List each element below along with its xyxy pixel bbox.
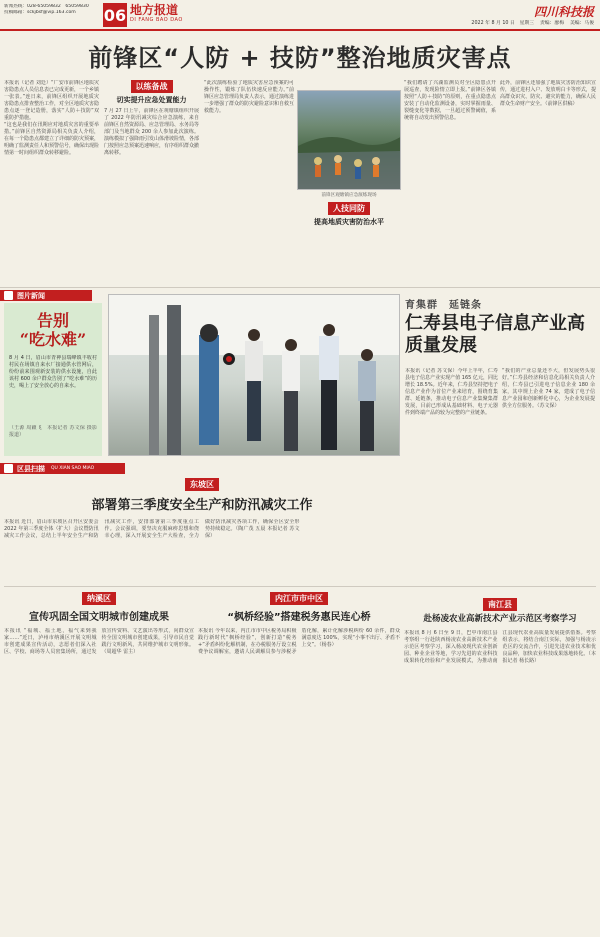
nanjiang-title: 赴杨凌农业高新技术产业示范区考察学习 (423, 614, 577, 624)
photo-news-credit: （王源 周籁飞 本报记者 苏文保 摄影报道） (9, 425, 97, 438)
yibin-body-col1: 本报讯（记者 苏文保）今年上半年，仁寿县电子信息产业实现产值 165 亿元，同比增长 18.5%。近年来，仁寿县坚持把电子信息产业作为首位产业来培育，围绕育集群、延链条，推动电子信息产业集聚集群发展，目前已形成从基础材料、电子元器件到终端产品的较为完整的产业链条。 (405, 368, 498, 416)
sub-section-drill (104, 80, 199, 278)
dongpo-body: 本报讯 近日，眉山市东坡区召开区安委会 2022 年第三季度全体（扩大）会议暨防汛减灾工作会议，总结上半年安全生产和防汛减灾工作，安排部署第三季度重点工作。会议强调，要坚决克服麻痹思想和侥幸心理，深入开展安全生产大检查，全力做好防汛减灾各项工作，确保全区安全形势持续稳定。（陶广茂 五晨 本报记者 苏文保） (4, 519, 300, 539)
drill-photo-art (298, 91, 401, 190)
yibin-headline: 仁寿县电子信息产业高质量发展 (405, 313, 585, 356)
yibin-body-col2: “我们的产业总量还不大，但发展势头很好。”仁寿县经济和信息化局相关负责人介绍，仁寿县已引进电子信息企业 180 余家，其中规上企业 74 家，建成了电子信息产业园和创新孵化中心，为企业发展提供全方位服务。（苏文保） (502, 368, 595, 409)
naxi-title: 宣传巩固全国文明城市创建成果 (29, 612, 169, 623)
editor-name: 责编：廖梅 (540, 21, 564, 26)
nanjiang-article (404, 598, 596, 930)
photo-news-label: 图片新闻 (17, 291, 45, 300)
lead-paragraph-2: “这也是我们在汛期应对地质灾害的重要举措。”前锋区自然资源局相关负责人介绍，在每一个隐患点都建立了详细的防灾预案，明确了监测责任人和预警信号，确保出现险情第一时间组织群众转移避险。 (4, 122, 99, 156)
tech-tag: 人技同防 (328, 202, 370, 215)
divider-1 (0, 287, 600, 288)
page-number: 06 (103, 3, 127, 27)
photo-news-bar (0, 290, 92, 301)
naxi-article (4, 592, 194, 937)
drill-body-col2: “此次演练检验了地质灾害应急预案的可操作性，锻炼了队伍快速反应能力。”前锋区应急管理局负责人表示，通过演练进一步增强了群众的防灾避险意识和自救互救能力。 (204, 80, 294, 114)
section-title: 地方报道 (130, 3, 179, 17)
designer-name: 美编：马俊 (570, 21, 594, 26)
yibin-headline-block (405, 296, 595, 357)
paper-logo: 四川科技报 (533, 5, 594, 19)
nanjiang-body: 本报讯 8 月 6 日至 9 日，巴中市南江县考察组一行赴陕西杨凌农业高新技术产业示范区考察学习，深入杨凌现代农业创新园、种业企业等地，学习先进的农业科技成果转化经验和产业发展模式，为推动南江县现代农业高质量发展提供借鉴。考察组表示，将结合南江实际，加强与杨凌示范区的交流合作，引进先进农业技术和优良品种，加快农业科技成果落地转化。（本报记者 杨长路） (404, 630, 596, 664)
photo-news-image (108, 294, 400, 456)
photo-news-body: 8 月 4 日，眉山市青神县瑞峰镇丰收村村民在场镇自来水厂接通供水管网后，纷纷前来围观新安装的供水设施，自此该村 600 余户群众告别了“吃水难”的历史，喝上了安全放心的自来水。 (9, 355, 97, 389)
neijiang-body: 本报讯 今年以来，内江市市中区税务局积极践行新时代“枫桥经验”，创新打造“税务+”矛盾纠纷化解机制，在办税服务厅设立税费争议调解室，邀请人民调解员参与涉税矛盾化解，累计化解涉税纠纷 60 余件，群众满意度达 100%，实现“小事不出厅、矛盾不上交”。（杨春） (198, 628, 400, 655)
drill-subtitle: 切实提升应急处置能力 (116, 96, 187, 104)
masthead-contacts (4, 4, 99, 16)
drill-body: 7 月 27 日上午，前锋区在观塘镇组织开展了 2022 年防汛减灾综合应急演练，来自前锋区自然资源局、应急管理局、水务局等部门及当地群众 200 余人参加此次演练。演练模拟了强降雨引发山体滑坡险情，各部门按照应急预案迅速响应，有序组织群众撤离转移。 (104, 108, 199, 156)
county-scan-bar (0, 463, 125, 474)
hotline-text: 新闻热线：028-65059832 65059830 (4, 4, 89, 9)
drill-photo-caption: 前锋区观塘镇应急演练现场 (321, 193, 377, 198)
section-pinyin: DI FANG BAO DAO (130, 17, 183, 23)
photo-news-textbox (4, 303, 102, 456)
tech-subtitle: 提高地质灾害防治水平 (314, 218, 384, 226)
nanjiang-tag: 南江县 (483, 598, 517, 611)
neijiang-tag: 内江市市中区 (270, 592, 328, 605)
photo-news-icon (4, 291, 13, 300)
neijiang-article (198, 592, 400, 937)
county-scan-pinyin: QU XIAN SAO MIAO (51, 466, 95, 471)
county-scan-label: 区县扫描 (17, 464, 45, 473)
naxi-tag: 纳溪区 (82, 592, 116, 605)
naxi-body: 本报讯 “福城、福土地，福气来到我家……”近日，泸州市纳溪区开展文明城市创建成果宣传活动，志愿者们深入社区、学校、商场等人员密集场所，通过发放宣传资料、文艺演出等形式，向群众宣传全国文明城市创建成果，引导市民自觉践行文明新风，共同维护城市文明形象。（周超华 雷主） (4, 628, 194, 655)
issue-date: 2022 年 8 月 10 日 星期三 (471, 21, 534, 26)
county-scan-icon (4, 464, 13, 473)
dongpo-tag: 东坡区 (185, 478, 219, 491)
lead-body-col1 (4, 80, 99, 285)
drill-photo (297, 90, 401, 190)
dongpo-article (4, 478, 400, 591)
lead-body-right: 此外，前锋区还加强了地质灾害防治知识宣传，通过进村入户、发放明白卡等形式，提高群众识灾、防灾、避灾的能力，确保人民群众生命财产安全。（前锋区供稿） (500, 80, 596, 107)
lead-headline: 前锋区“人防 + 技防”整治地质灾害点 (88, 44, 512, 72)
yibin-kicker: 育集群 延链条 (405, 300, 482, 311)
neijiang-title: “枫桥经验”搭建税务惠民连心桥 (227, 612, 371, 623)
dongpo-title: 部署第三季度安全生产和防汛减灾工作 (91, 498, 313, 513)
water-project-photo-art (109, 295, 400, 456)
section-title-block (130, 3, 183, 23)
tech-body: “我们聘请了兴湖监测员对全区隐患点开展巡查，发现险情立即上报。”前锋区各镇按照“人防＋技防”的原则，在重点隐患点安装了自动化监测设备，实时掌握雨量、裂缝变化等数据，一旦超过预警阈值，系统将自动发出预警信息。 (404, 80, 496, 121)
masthead-rule (0, 29, 600, 31)
sub-section-tech (297, 202, 401, 227)
date-line (471, 19, 594, 26)
lead-paragraph-1: 本报讯（记者 刘廷）“广安市前锋区地质灾害隐患点人员信息表已完成更新，一个乡镇一张表。”连日来，前锋区组织开展地质灾害隐患点排查整治工作，对全区地质灾害隐患点逐一登记造册，落实“人防＋技防”双重防护措施。 (4, 80, 99, 121)
email-text: 投稿邮箱：sckjbsf@vip.163.com (4, 10, 76, 15)
divider-2 (4, 586, 596, 587)
photo-news-title: 告别 “吃水难” (19, 311, 87, 349)
drill-tag: 以练备战 (131, 80, 173, 93)
